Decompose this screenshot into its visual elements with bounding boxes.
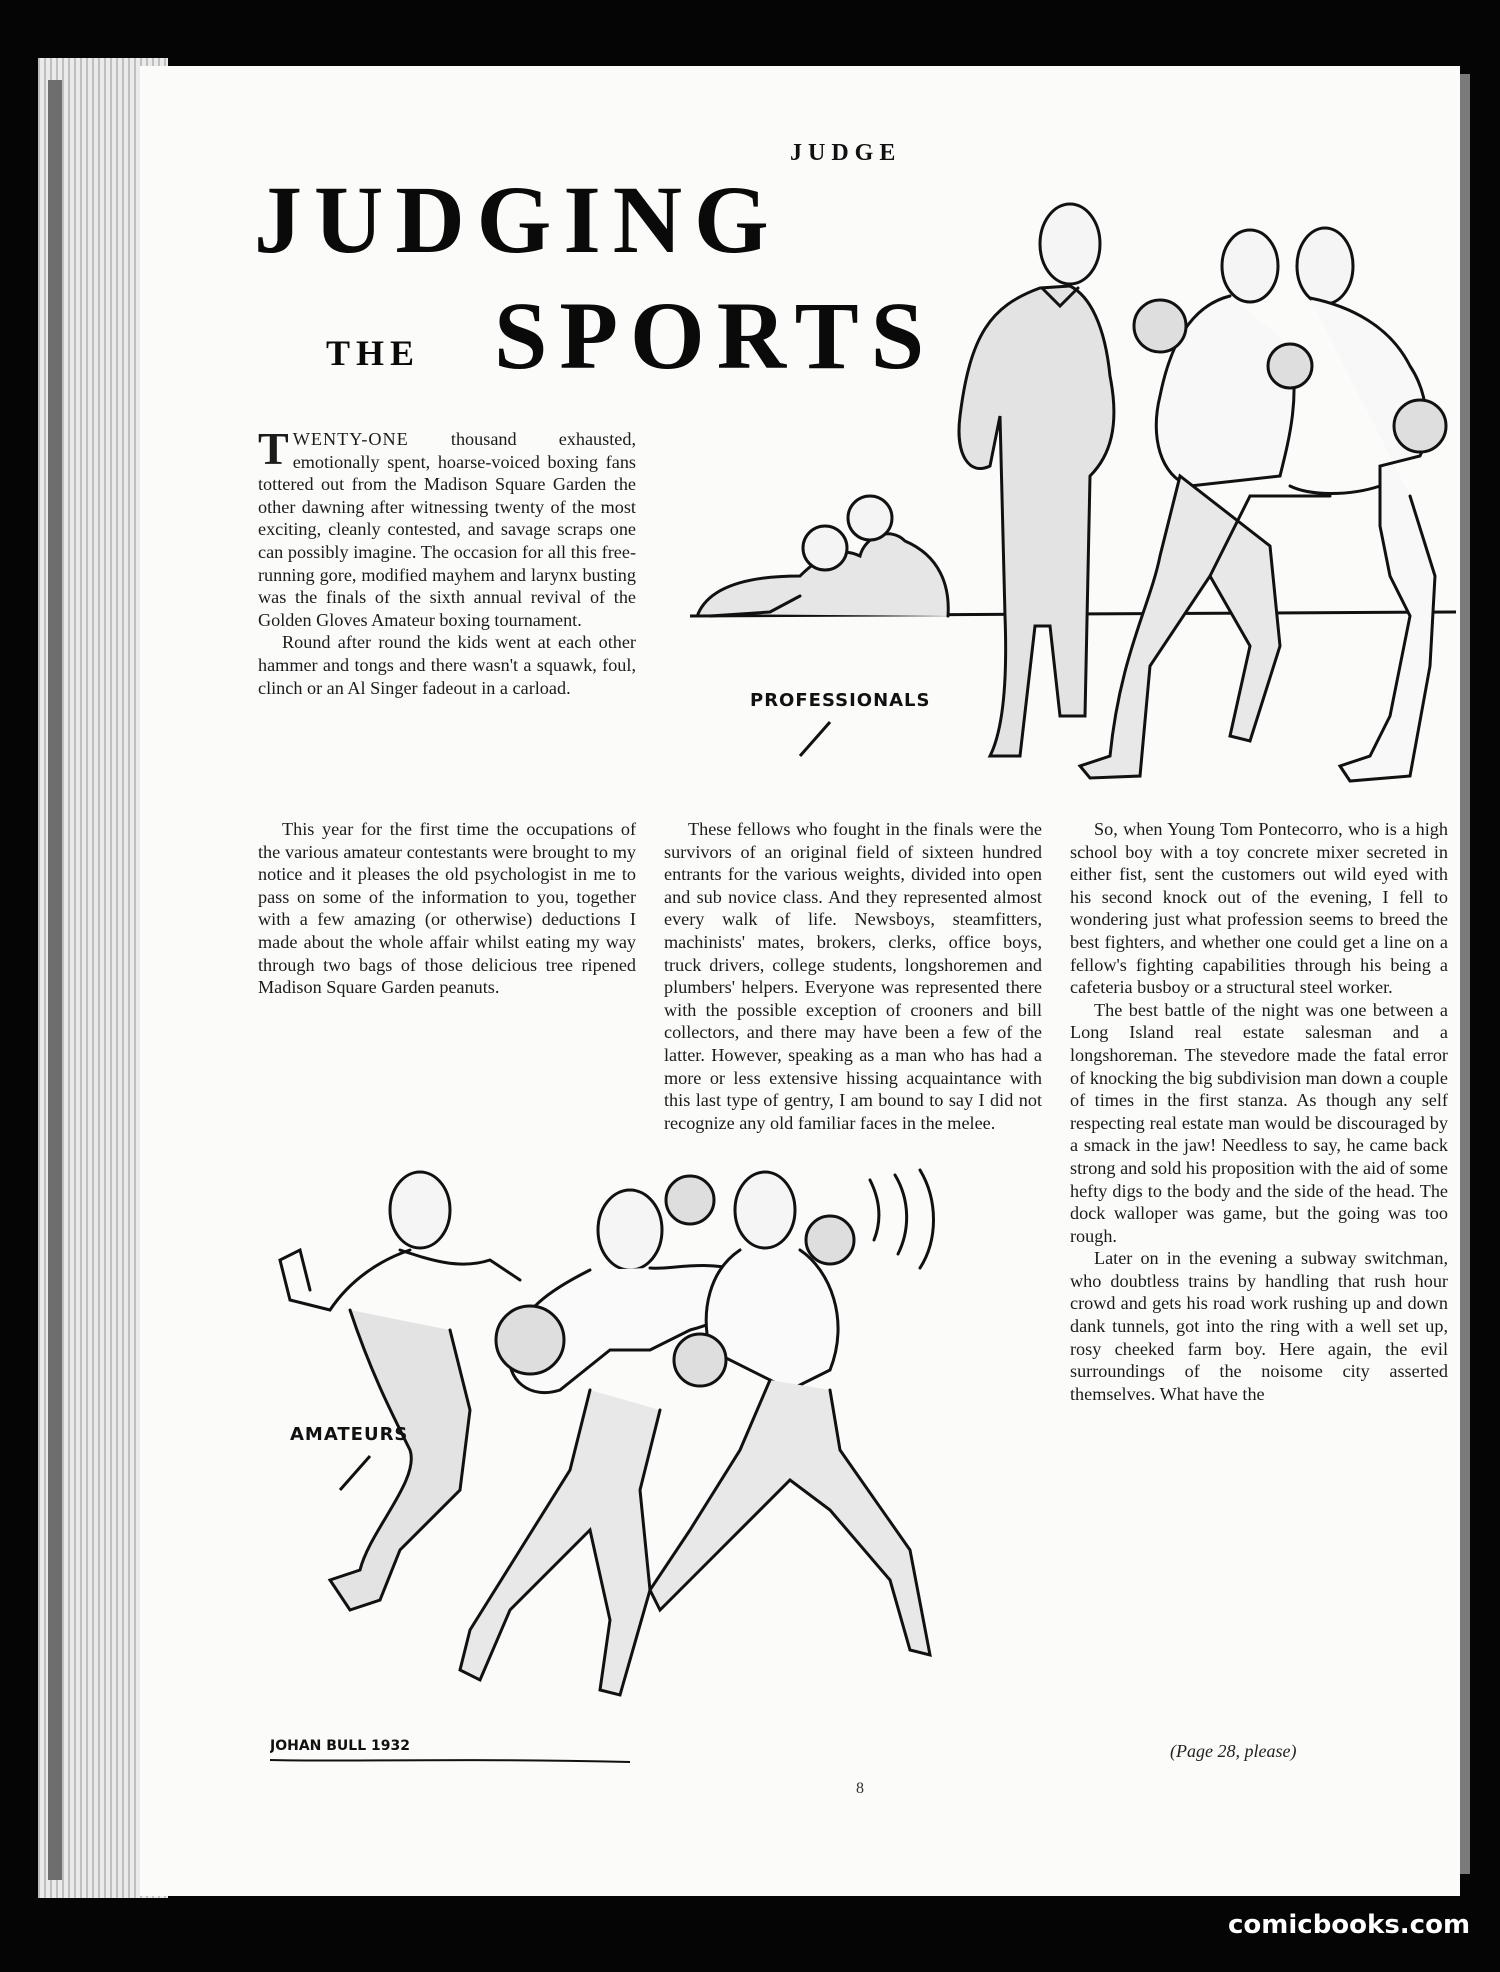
paragraph-1 xyxy=(258,423,636,631)
drop-cap: T xyxy=(258,423,289,474)
running-head: JUDGE xyxy=(790,140,902,166)
page-number: 8 xyxy=(856,1780,864,1797)
continued-note: (Page 28, please) xyxy=(1170,1741,1297,1761)
paragraph-4: These fellows who fought in the finals were the survivors of an original field of sixteen hundred entrants for the various weights, divided into open and sub novice class. And they represented almost every walk of life. Newsboys, steamfitters, machinists' mates, brokers, clerks, office boys, truck drivers, college students, longshoremen and plumbers' helpers. Everyone was represented there with the possible exception of crooners and bill collectors, and there may have been a few of the latter. However, speaking as a man who has had a more or less extensive hissing acquaintance with this last type of gentry, I am bound to say I did not recognize any old familiar faces in the melee. xyxy=(664,819,1042,1133)
paragraph-2: Round after round the kids went at each other hammer and tongs and there wasn't a squawk, foul, clinch or an Al Singer fadeout in a carload. xyxy=(258,632,636,698)
watermark: comicbooks.com xyxy=(1228,1910,1471,1940)
professionals-illustration xyxy=(690,196,1456,816)
amateurs-illustration xyxy=(270,1150,1050,1770)
paragraph-5: So, when Young Tom Pontecorro, who is a high school boy with a toy concrete mixer secreted in either fist, sent the customers out wild eyed with his second knock out of the evening, I fell to wondering just what profession seems to breed the best fighters, and whether one could get a line on a fellow's fighting capabilities through his being a cafeteria busboy or a structural steel worker. xyxy=(1070,819,1448,998)
book-spine-shadow xyxy=(48,80,62,1880)
professionals-label: PROFESSIONALS xyxy=(750,690,931,711)
title-judging: JUDGING xyxy=(254,166,781,273)
artist-signature: JOHAN BULL 1932 xyxy=(270,1738,410,1754)
lead-in: WENTY-ONE xyxy=(292,429,409,449)
paragraph-7: Later on in the evening a subway switchman, who doubtless trains by handling that rush hour crowd and gets his road work rushing up and down dank tunnels, got into the ring with a well set up, rosy cheeked farm boy. Here again, the evil surroundings of the noisome city asserted themselves. What have the xyxy=(1070,1248,1448,1404)
article-column-2 xyxy=(664,818,1042,1134)
paragraph-3: This year for the first time the occupations of the various amateur contestants were brought to my notice and it pleases the old psychologist in me to pass on some of the information to you, together with a few amazing (or otherwise) deductions I made about the whole affair whilst eating my way through two bags of those delicious tree ripened Madison Square Garden peanuts. xyxy=(258,819,636,998)
article-column-1-bottom xyxy=(258,818,636,999)
title-sports: SPORTS xyxy=(494,282,937,389)
amateurs-label: AMATEURS xyxy=(290,1424,409,1445)
paragraph-6: The best battle of the night was one between a Long Island real estate salesman and a longshoreman. The stevedore made the fatal error of knocking the big subdivision man down a couple of times in the first stanza. As though any self respecting real estate man would be discouraged by a smack in the jaw! Needless to say, he came back strong and sold his proposition with the aid of some hefty digs to the body and the side of the head. The dock walloper was game, but the going was too rough. xyxy=(1070,999,1448,1246)
article-column-1-top xyxy=(258,423,636,699)
paragraph-1-text: thousand exhausted, emotionally spent, hoarse-voiced boxing fans tottered out from the Madison Square Garden the other dawning after witnessing twenty of the most exciting, cleanly contested, and savage scraps one can possibly imagine. The occasion for all this free-running gore, modified mayhem and larynx busting was the finals of the sixth annual revival of the Golden Gloves Amateur boxing tournament. xyxy=(258,429,636,630)
article-column-3 xyxy=(1070,818,1448,1405)
title-the: THE xyxy=(326,333,421,373)
